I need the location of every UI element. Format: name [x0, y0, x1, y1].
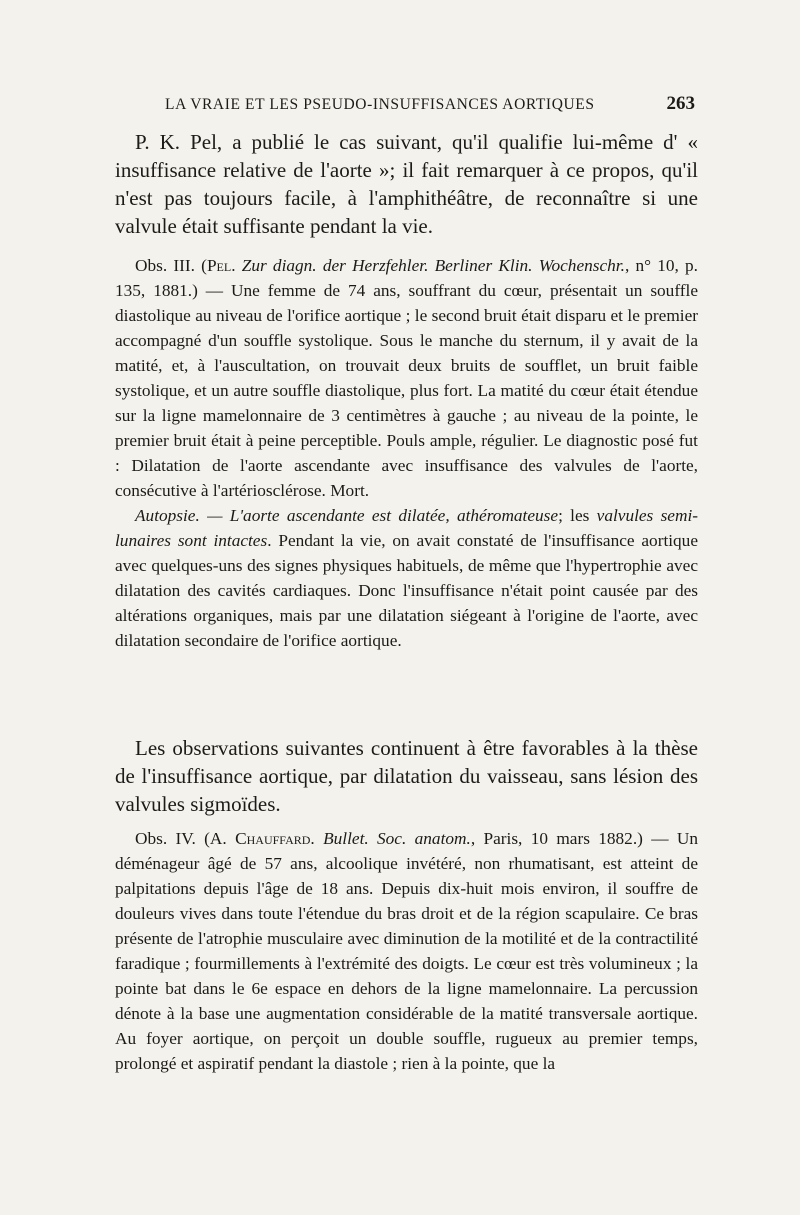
observation-3-author: Pel: [206, 256, 232, 275]
observation-4-author: Chauffard: [235, 829, 311, 848]
page-number: 263: [666, 93, 695, 114]
intro-text: P. K. Pel, a publié le cas suivant, qu'il qualifie lui-même d' « insuffisance relative de l'aorte »; il fait remarquer à ce propos, qu'il n'est pas toujours facile, à l'amphithéâtre, de reconnaître si une valvule était suffisante pendant la vie.: [115, 130, 698, 238]
page-header: [165, 93, 695, 115]
observation-4-text: Obs. IV. (A. Chauffard. Bullet. Soc. anatom., Paris, 10 mars 1882.) — Un déménageur âgé de 57 ans, alcoolique invétéré, non rhumatisant, est atteint de palpitations depuis l'âge de 18 ans. Depuis dix-huit mois environ, il souffre de douleurs vives dans toute l'étendue du bras droit et de la région scapulaire. Ce bras présente de l'atrophie musculaire avec diminution de la motilité et de la contractilité faradique ; fourmillements à l'extrémité des doigts. Le cœur est très volumineux ; la pointe bat dans le 6e espace en dehors de la ligne mamelonnaire. La percussion dénote à la base une augmentation considérable de la matité transversale aortique. Au foyer aortique, on perçoit un double souffle, rugueux au premier temps, prolongé et aspiratif pendant la diastole ; rien à la pointe, que la: [115, 829, 698, 1073]
autopsy-label: Autopsie. — L'aorte ascendante est dilatée, athéromateuse: [135, 506, 559, 525]
transition-paragraph: [115, 734, 698, 818]
transition-text: Les observations suivantes continuent à être favorables à la thèse de l'insuffisance aortique, par dilatation du vaisseau, sans lésion des valvules sigmoïdes.: [115, 736, 698, 816]
observation-4: [115, 826, 698, 1076]
running-head: LA VRAIE ET LES PSEUDO-INSUFFISANCES AORTIQUES: [165, 96, 595, 113]
observation-3-source: Zur diagn. der Herzfehler. Berliner Klin. Wochenschr.: [241, 256, 625, 275]
observation-3-text: Obs. III. (Pel. Zur diagn. der Herzfehler. Berliner Klin. Wochenschr., n° 10, p. 135, 1881.) — Une femme de 74 ans, souffrant du cœur, présentait un souffle diastolique au niveau de l'orifice aortique ; le second bruit était disparu et le premier accompagné d'un souffle systolique. Sous le manche du sternum, il y avait de la matité, et, à l'auscultation, on trouvait deux bruits de soufflet, un bruit faible systolique, et un autre souffle diastolique, plus fort. La matité du cœur était étendue sur la ligne mamelonnaire de 3 centimètres à gauche ; au niveau de la pointe, le premier bruit était à peine perceptible. Pouls ample, régulier. Le diagnostic posé fut : Dilatation de l'aorte ascendante avec insuffisance des valvules de l'aorte, consécutive à l'artériosclérose. Mort.: [115, 256, 698, 500]
observation-4-source: Bullet. Soc. anatom.: [323, 829, 471, 848]
autopsy-text: Autopsie. — L'aorte ascendante est dilatée, athéromateuse; les valvules semi-lunaires sont intactes. Pendant la vie, on avait constaté de l'insuffisance aortique avec quelques-uns des signes physiques habituels, de même que l'hypertrophie avec dilatation des cavités cardiaques. Donc l'insuffisance n'était point causée par des altérations organiques, mais par une dilatation siégeant à l'origine de l'aorte, avec dilatation secondaire de l'orifice aortique.: [115, 506, 698, 650]
intro-paragraph: [115, 128, 698, 240]
observation-3: [115, 253, 698, 653]
